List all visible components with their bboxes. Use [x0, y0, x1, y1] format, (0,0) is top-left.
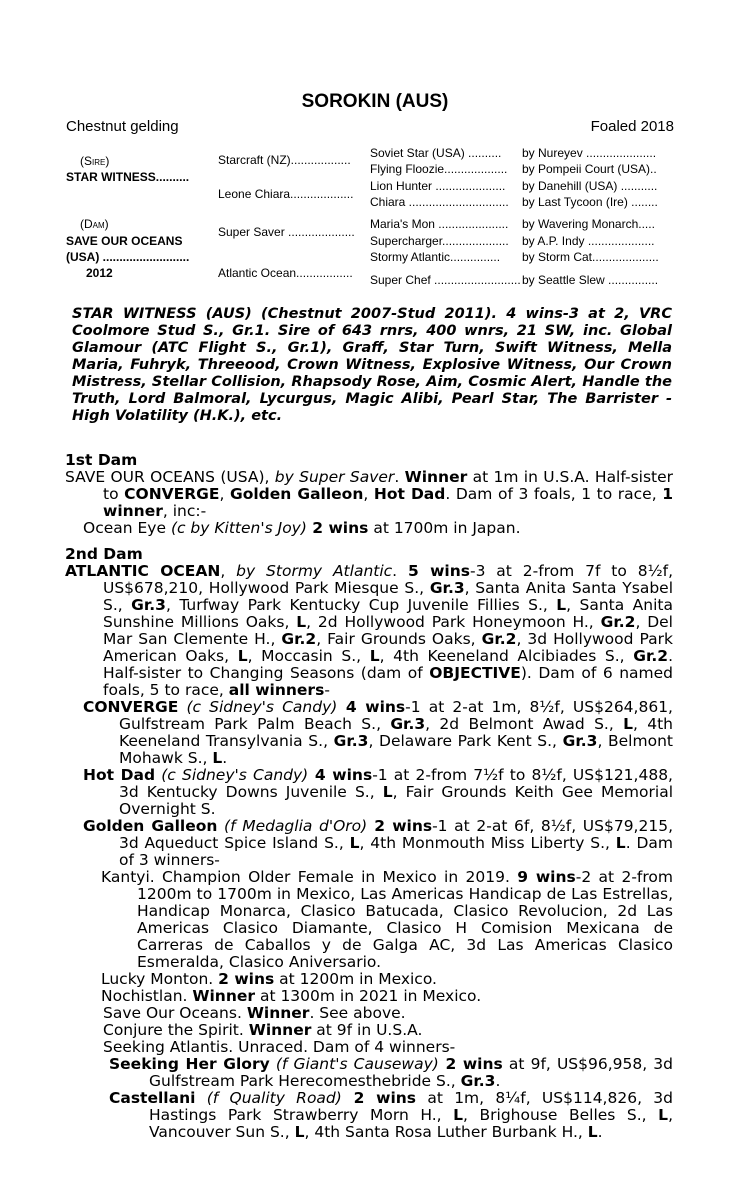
dam-dam: Atlantic Ocean................. [218, 266, 353, 280]
gen3-sire: by Last Tycoon (Ire) ........ [522, 195, 658, 209]
foal-ocean-eye: Ocean Eye (c by Kitten's Joy) 2 wins at 1700m in Japan. [83, 519, 521, 537]
gen3-ancestor: Supercharger.................... [370, 234, 509, 248]
foal-lucky-monton: Lucky Monton. 2 wins at 1200m in Mexico. [101, 970, 437, 988]
foal-kantyi: Kantyi. Champion Older Female in Mexico in 2019. 9 wins-2 at 2-from 1200m to 1700m in Mexico, Las Americas Handicap de Las Estrellas, Handicap Monarca, Clasico Batucada, Clasico Revolucion, 2d Las Americas Clasico Diamante, Clasico H Comision Mexicana de Carreras de Caballos y de Galga AC, 3d Las Americas Clasico Esmeralda, Clasico Aniversario. [101, 868, 673, 971]
dam-name-line-2: (USA) .......................... [66, 250, 190, 264]
dam-name-line-1: SAVE OUR OCEANS [66, 234, 183, 248]
sire-sire: Starcraft (NZ).................. [218, 153, 351, 167]
page-title: SOROKIN (AUS) [301, 91, 449, 112]
gen3-sire: by Danehill (USA) ........... [522, 179, 658, 193]
foal-nochistlan: Nochistlan. Winner at 1300m in 2021 in Mexico. [101, 987, 482, 1005]
gen3-sire: by Nureyev ..................... [522, 146, 657, 160]
gen3-ancestor: Stormy Atlantic............... [370, 250, 501, 264]
gen3-ancestor: Chiara .............................. [370, 195, 509, 209]
family-body [65, 448, 673, 1141]
gen3-sire: by A.P. Indy .................... [522, 234, 655, 248]
foal-converge: CONVERGE (c Sidney's Candy) 4 wins-1 at 2-at 1m, 8½f, US$264,861, Gulfstream Park Palm Beach S., Gr.3, 2d Belmont Awad S., L, 4th Keeneland Transylvania S., Gr.3, Delaware Park Kent S., Gr.3, Belmont Mohawk S., L. [83, 698, 674, 767]
gen3-ancestor: Super Chef .......................... [370, 273, 521, 287]
gen3-sire: by Pompeii Court (USA).. [522, 162, 657, 176]
foal-conjure-the-spirit: Conjure the Spirit. Winner at 9f in U.S.A. [103, 1021, 423, 1039]
dam-year: 2012 [86, 266, 113, 280]
sire-name: STAR WITNESS.......... [66, 170, 190, 184]
foal-golden-galleon: Golden Galleon (f Medaglia d'Oro) 2 wins-1 at 2-at 6f, 8½f, US$79,215, 3d Aqueduct Spice Island S., L, 4th Monmouth Miss Liberty S., L. Dam of 3 winners- [83, 817, 674, 869]
foal-save-our-oceans: Save Our Oceans. Winner. See above. [103, 1004, 406, 1022]
second-dam-paragraph: ATLANTIC OCEAN, by Stormy Atlantic. 5 wins-3 at 2-from 7f to 8½f, US$678,210, Hollywood Park Miesque S., Gr.3, Santa Anita Santa Ysabel S., Gr.3, Turfway Park Kentucky Cup Juvenile Fillies S., L, Santa Anita Sunshine Millions Oaks, L, 2d Hollywood Park Honeymoon H., Gr.2, Del Mar San Clemente H., Gr.2, Fair Grounds Oaks, Gr.2, 3d Hollywood Park American Oaks, L, Moccasin S., L, 4th Keeneland Alcibiades S., Gr.2. Half-sister to Changing Seasons (dam of OBJECTIVE). Dam of 6 named foals, 5 to race, all winners- [65, 562, 674, 699]
sire-dam: Leone Chiara................... [218, 187, 354, 201]
gen3-sire: by Storm Cat.................... [522, 250, 659, 264]
first-dam-heading: 1st Dam [65, 451, 138, 469]
foal-hot-dad: Hot Dad (c Sidney's Candy) 4 wins-1 at 2-from 7½f to 8½f, US$121,488, 3d Kentucky Downs Juvenile S., L, Fair Grounds Keith Gee Memorial Overnight S. [83, 766, 673, 818]
first-dam-paragraph: SAVE OUR OCEANS (USA), by Super Saver. Winner at 1m in U.S.A. Half-sister to CONVERGE, Golden Galleon, Hot Dad. Dam of 3 foals, 1 to race, 1 winner, inc:- [65, 468, 674, 520]
dam-label: (Dam) [80, 217, 109, 231]
gen3-sire: by Seattle Slew ............... [522, 273, 659, 287]
sire-summary: STAR WITNESS (AUS) (Chestnut 2007-Stud 2011). 4 wins-3 at 2, VRC Coolmore Stud S., Gr.1. Sire of 643 rnrs, 400 wnrs, 21 SW, inc. Global Glamour (ATC Flight S., Gr.1), Graff, Star Turn, Swift Witness, Mella Maria, Fuhryk, Threeood, Crown Witness, Explosive Witness, Our Crown Mistress, Stellar Collision, Rhapsody Rose, Aim, Cosmic Alert, Handle the Truth, Lord Balmoral, Lycurgus, Magic Alibi, Pearl Star, The Barrister - High Volatility (H.K.), etc. [72, 306, 672, 424]
horse-sex: Chestnut gelding [66, 118, 179, 135]
gen3-ancestor: Lion Hunter ..................... [370, 179, 506, 193]
foal-seeking-atlantis: Seeking Atlantis. Unraced. Dam of 4 winners- [103, 1038, 456, 1056]
gen3-ancestor: Soviet Star (USA) .......... [370, 146, 502, 160]
foal-castellani: Castellani (f Quality Road) 2 wins at 1m, 8¼f, US$114,826, 3d Hastings Park Strawberry Morn H., L, Brighouse Belles S., L, Vancouver Sun S., L, 4th Santa Rosa Luther Burbank H., L. [109, 1089, 673, 1141]
foal-seeking-her-glory: Seeking Her Glory (f Giant's Causeway) 2 wins at 9f, US$96,958, 3d Gulfstream Park Herecomesthebride S., Gr.3. [109, 1055, 674, 1090]
second-dam-heading: 2nd Dam [65, 545, 143, 563]
gen3-ancestor: Maria's Mon ..................... [370, 217, 509, 231]
foaled-year: Foaled 2018 [590, 118, 674, 135]
dam-sire: Super Saver .................... [218, 225, 355, 239]
gen3-ancestor: Flying Floozie................... [370, 162, 508, 176]
gen3-sire: by Wavering Monarch..... [522, 217, 655, 231]
sire-label: (Sire) [80, 154, 110, 168]
